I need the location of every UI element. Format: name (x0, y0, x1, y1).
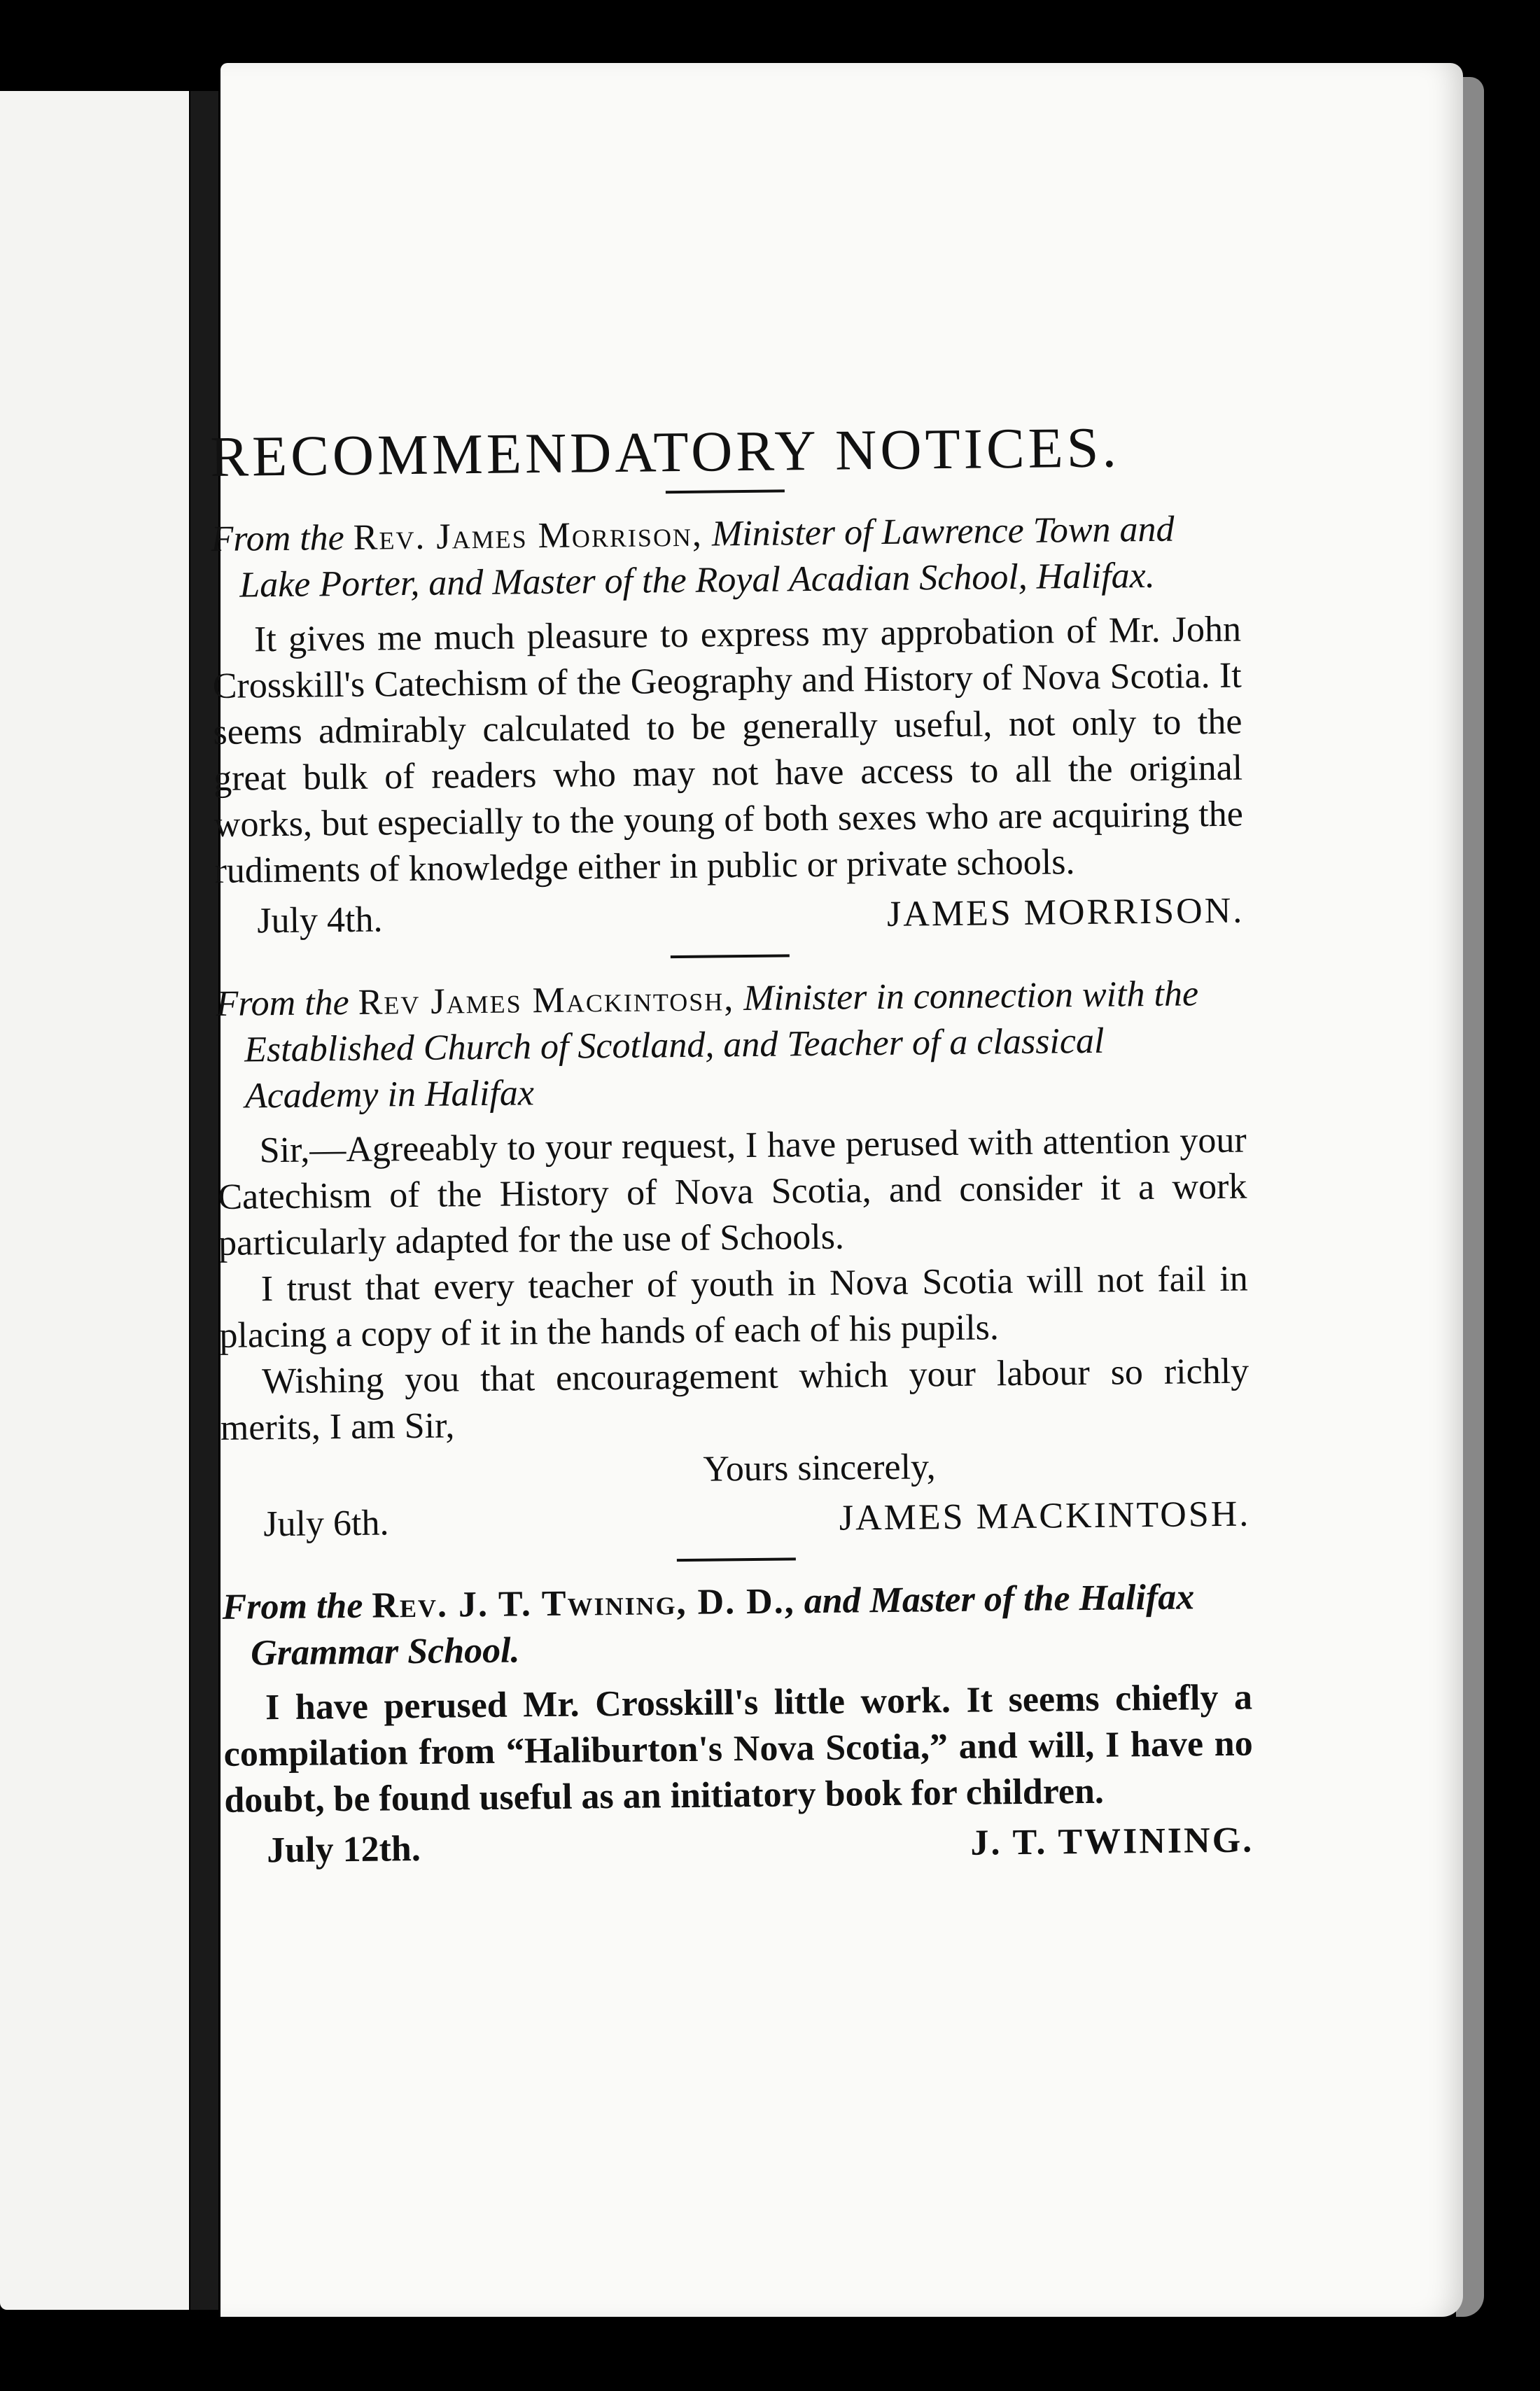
source-name: Rev James Mackintosh, (358, 979, 735, 1023)
divider (677, 1557, 796, 1562)
notice-signature: JAMES MORRISON. (886, 890, 1245, 934)
source-prefix: From the (216, 982, 349, 1024)
divider (671, 954, 790, 958)
notice-mackintosh (216, 971, 1250, 1548)
page-title: RECOMMENDATORY NOTICES. (209, 415, 1121, 489)
notice-paragraph: Sir,—Agreeably to your request, I have perused with attention your Catechism of the History of Nova Scotia, and consider it a work particularly adapted for the use of Schools. (218, 1120, 1247, 1263)
source-description: Minister of Lawrence Town and Lake Porter, and Master of the Royal Acadian School, Halifax. (239, 509, 1175, 605)
notice-date: July 4th. (256, 899, 383, 941)
notice-morrison (211, 506, 1244, 945)
notice-paragraph: I have perused Mr. Crosskill's little work. It seems chiefly a compilation from “Haliburton's Nova Scotia,” and will, I have no doubt, be found useful as an initiatory book for children. (223, 1677, 1253, 1821)
source-prefix: From the (211, 518, 345, 559)
notice-signoff (221, 1492, 1251, 1548)
notice-closing: Yours sincerely, (703, 1447, 936, 1489)
notice-paragraph: It gives me much pleasure to express my approbation of Mr. John Crosskill's Catechism of the Geography and History of Nova Scotia. It seems admirably calculated to be generally useful, not only to the great bulk of readers who may not have access to all the original works, but especially to the young of both sexes who are acquiring the rudiments of knowledge either in public or private schools. (212, 609, 1244, 891)
divider (666, 489, 785, 493)
notice-signature: J. T. TWINING. (970, 1820, 1254, 1863)
notice-paragraph: Wishing you that encouragement which your labour so richly merits, I am Sir, (220, 1351, 1250, 1448)
notice-date: July 12th. (266, 1828, 421, 1871)
notice-signoff (215, 888, 1245, 945)
notice-signoff (225, 1817, 1254, 1874)
source-name: Rev. J. T. Twining, D. D., (372, 1581, 795, 1626)
source-description: and Master of the Halifax Grammar School. (250, 1577, 1195, 1674)
source-name: Rev. James Morrison, (353, 514, 704, 558)
notice-date: July 6th. (263, 1503, 389, 1545)
page-gutter (190, 91, 218, 2310)
notice-signature: JAMES MACKINTOSH. (839, 1494, 1251, 1538)
notice-source (211, 506, 1240, 609)
source-description: Minister in connection with the Established Church of Scotland, and Teacher of a classical Academy in Halifax (244, 974, 1199, 1116)
notice-source (222, 1574, 1252, 1677)
notice-source (216, 971, 1246, 1120)
notice-paragraph: I trust that every teacher of youth in Nova Scotia will not fail in placing a copy of it in the hands of each of his pupils. (219, 1258, 1249, 1356)
source-prefix: From the (222, 1585, 363, 1627)
left-page-fragment (0, 91, 189, 2310)
text-block (209, 415, 1254, 1881)
notice-twining (222, 1574, 1254, 1874)
